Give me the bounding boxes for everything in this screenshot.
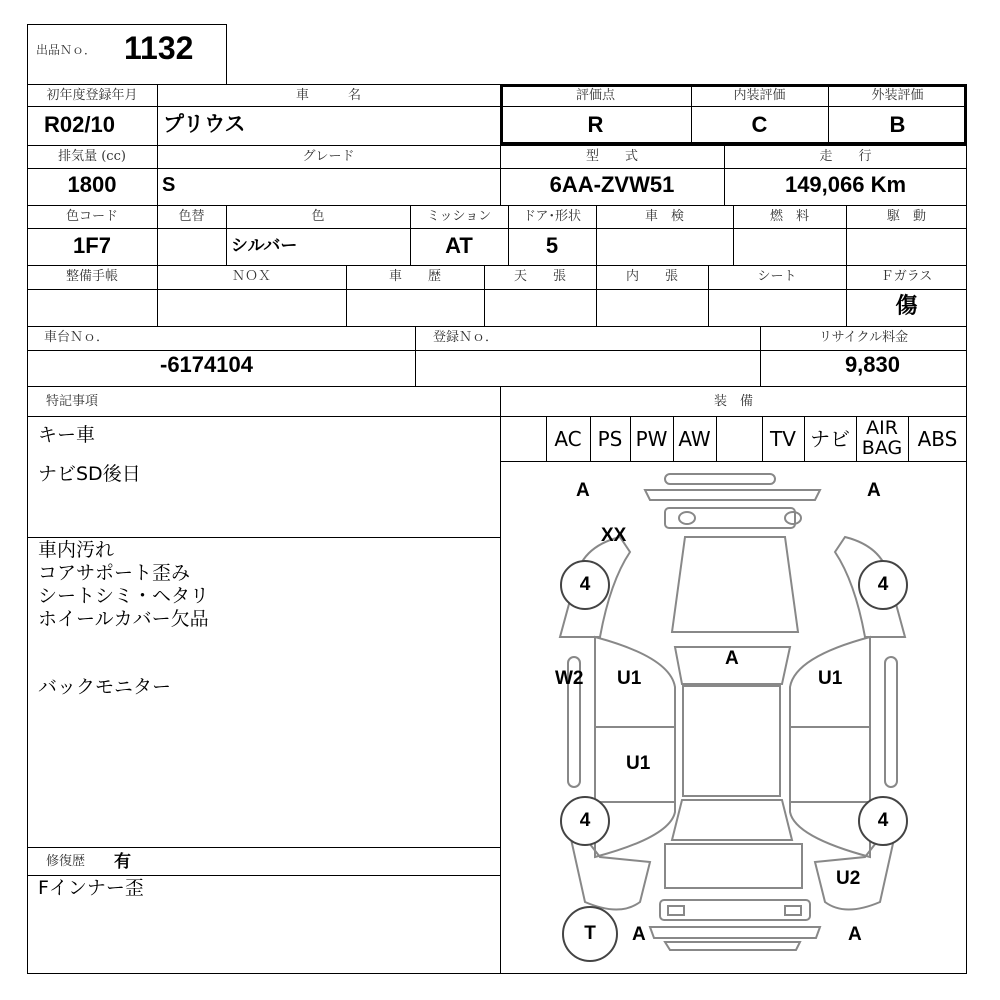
drive-label: 駆 動 — [886, 209, 926, 224]
seat-label: シート — [757, 269, 797, 284]
note-line: キー車 — [38, 424, 96, 446]
equipment-tv: TV — [770, 427, 796, 451]
registration-number-label: 登録Ｎｏ． — [433, 330, 499, 345]
mark-door-right-front: U1 — [818, 668, 843, 689]
mileage-value: 149,066 Km — [784, 172, 907, 197]
mileage-label: 走 行 — [819, 149, 872, 164]
equipment-item — [716, 420, 762, 458]
mark-rear-left: A — [632, 924, 646, 945]
chassis-number-label: 車台Ｎｏ． — [44, 330, 110, 345]
mark-rear-right: A — [848, 924, 862, 945]
color-code-value: 1F7 — [73, 233, 111, 258]
first-registration-value: R02/10 — [44, 112, 115, 137]
model-code-label: 型 式 — [585, 149, 638, 164]
interior-trim-label: 内 張 — [625, 269, 678, 284]
color-value: シルバー — [231, 236, 298, 255]
grade-value: S — [162, 174, 176, 196]
history-label: 車 歴 — [388, 269, 441, 284]
equipment-pw: PW — [635, 427, 668, 451]
repaint-label: 色替 — [178, 209, 205, 224]
color-code-label: 色コード — [65, 209, 118, 224]
nox-label: ＮＯＸ — [231, 269, 271, 284]
recycle-fee-label: リサイクル料金 — [818, 330, 909, 345]
score-value: R — [587, 112, 604, 137]
lot-label: 出品Ｎｏ． — [36, 43, 97, 57]
exterior-grade-value: B — [889, 112, 906, 137]
spare-tire: T — [562, 906, 618, 962]
lot-number: 1132 — [124, 30, 194, 66]
mark-quarter-right: U2 — [836, 868, 861, 889]
interior-grade-label: 内装評価 — [733, 88, 786, 103]
displacement-value: 1800 — [67, 172, 117, 197]
repair-history-value: 有 — [114, 852, 131, 872]
model-code-value: 6AA-ZVW51 — [549, 172, 675, 197]
car-body-diagram — [500, 462, 966, 972]
equipment-navi: ナビ — [810, 427, 850, 451]
mark-front-right: A — [867, 480, 881, 501]
equipment-abs: ABS — [917, 427, 958, 451]
mark-fender-left: W2 — [555, 668, 584, 689]
score-label: 評価点 — [575, 88, 615, 103]
mark-roof: A — [725, 648, 739, 669]
grade-label: グレード — [302, 149, 355, 164]
equipment-airbag: AIR BAG — [861, 417, 903, 459]
wheel-rear-right: 4 — [858, 796, 908, 846]
note-line: ナビSD後日 — [38, 463, 141, 485]
mark-hood: XX — [601, 525, 627, 546]
inspection-label: 車 検 — [644, 209, 684, 224]
recycle-fee-value: 9,830 — [844, 352, 900, 377]
repair-note: Fインナー歪 — [38, 877, 144, 899]
door-label: ドア･形状 — [522, 209, 582, 224]
note-line: シートシミ・ヘタリ — [38, 585, 210, 607]
front-glass-label: Ｆガラス — [880, 269, 933, 284]
front-glass-value: 傷 — [895, 293, 918, 319]
headliner-label: 天 張 — [513, 269, 566, 284]
displacement-label: 排気量 (cc) — [58, 149, 126, 164]
mark-door-left-front: U1 — [617, 668, 642, 689]
fuel-label: 燃 料 — [769, 209, 809, 224]
wheel-front-right: 4 — [858, 560, 908, 610]
equipment-item — [500, 420, 546, 458]
equipment-ac: AC — [554, 427, 582, 451]
wheel-rear-left: 4 — [560, 796, 610, 846]
wheel-front-left: 4 — [560, 560, 610, 610]
equipment-label: 装 備 — [713, 394, 753, 409]
exterior-grade-label: 外装評価 — [871, 88, 924, 103]
note-line: 車内汚れ — [38, 539, 115, 561]
note-line: バックモニター — [38, 676, 172, 698]
equipment-aw: AW — [678, 427, 711, 451]
service-book-label: 整備手帳 — [65, 269, 118, 284]
equipment-ps: PS — [597, 427, 623, 451]
car-name-value: プリウス — [163, 113, 246, 136]
note-line: コアサポート歪み — [38, 562, 191, 584]
color-label: 色 — [311, 209, 325, 224]
repair-history-label: 修復歴 — [46, 854, 86, 869]
notes-label: 特記事項 — [46, 394, 99, 409]
interior-grade-value: C — [751, 112, 768, 137]
door-value: 5 — [545, 233, 559, 258]
first-registration-label: 初年度登録年月 — [46, 88, 138, 103]
mission-value: AT — [445, 233, 473, 258]
mark-front-left: A — [576, 480, 590, 501]
mission-label: ミッション — [426, 209, 492, 224]
car-name-label: 車 名 — [295, 88, 361, 103]
note-line: ホイールカバー欠品 — [38, 608, 209, 630]
mark-door-left-rear: U1 — [626, 753, 651, 774]
chassis-number-value: -6174104 — [160, 352, 253, 377]
